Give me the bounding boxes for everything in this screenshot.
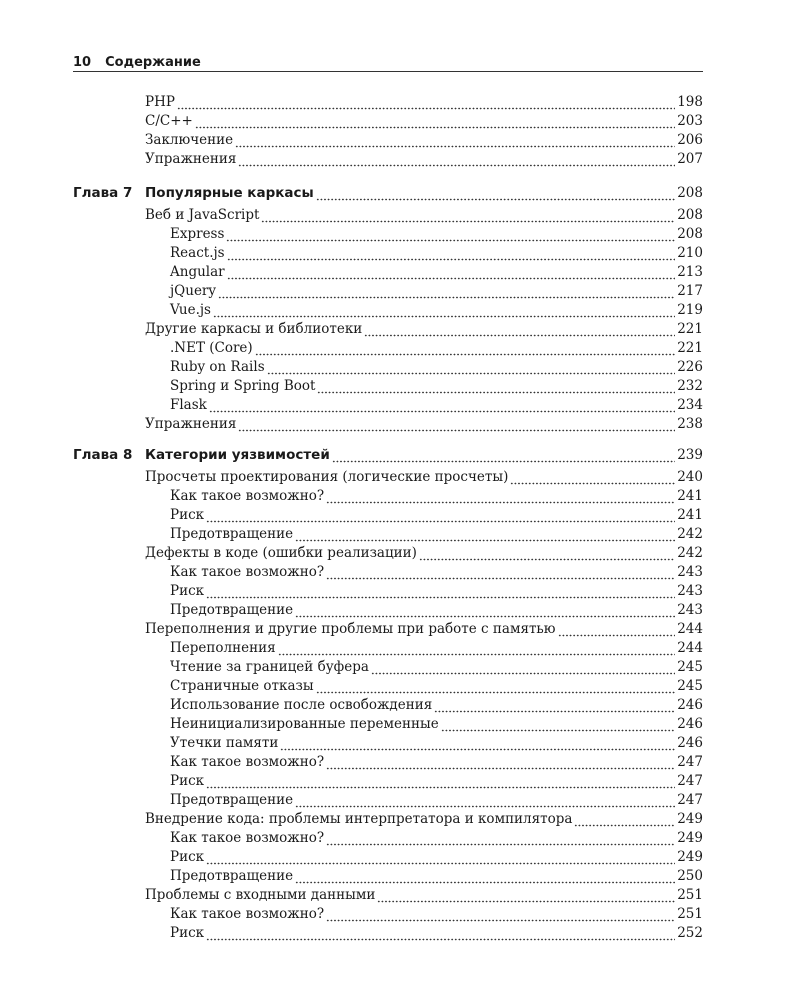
dot-leader	[206, 582, 675, 601]
dot-leader	[295, 867, 675, 886]
toc-entry: Spring и Spring Boot 232	[170, 378, 703, 394]
toc-entry: Риск 252	[170, 925, 703, 941]
dot-leader	[317, 377, 675, 396]
toc-entry: Проблемы с входными данными 251	[145, 887, 703, 903]
toc-entry: Flask 234	[170, 397, 703, 413]
toc-entry: Предотвращение 243	[170, 602, 703, 618]
toc-entry: Дефекты в коде (ошибки реализации) 242	[145, 545, 703, 561]
dot-leader	[441, 715, 676, 734]
toc-entry: Заключение 206	[145, 132, 703, 148]
toc-entry: Использование после освобождения 246	[170, 697, 703, 713]
dot-leader	[434, 696, 675, 715]
toc-entry: Как такое возможно? 243	[170, 564, 703, 580]
dot-leader	[206, 772, 675, 791]
dot-leader	[316, 184, 675, 203]
dot-leader	[238, 415, 675, 434]
toc-entry: Упражнения 238	[145, 416, 703, 432]
toc-entry: Упражнения 207	[145, 151, 703, 167]
toc-entry: Чтение за границей буфера 245	[170, 659, 703, 675]
toc-entry: Страничные отказы 245	[170, 678, 703, 694]
dot-leader	[332, 446, 675, 465]
toc-entry: Предотвращение 247	[170, 792, 703, 808]
toc-entry: Неинициализированные переменные 246	[170, 716, 703, 732]
dot-leader	[206, 848, 675, 867]
toc-entry: Утечки памяти 246	[170, 735, 703, 751]
dot-leader	[238, 150, 675, 169]
dot-leader	[510, 468, 675, 487]
dot-leader	[213, 301, 675, 320]
toc-entry: Angular 213	[170, 264, 703, 280]
dot-leader	[326, 753, 675, 772]
toc-entry: Предотвращение 250	[170, 868, 703, 884]
dot-leader	[206, 924, 675, 943]
toc-entry: Vue.js 219	[170, 302, 703, 318]
chapter-heading-8: Глава 8 Категории уязвимостей 239	[73, 447, 703, 463]
toc-entry: Просчеты проектирования (логические просчеты) 240	[145, 469, 703, 485]
dot-leader	[209, 396, 675, 415]
dot-leader	[280, 734, 675, 753]
toc-entry: C/C++ 203	[145, 113, 703, 129]
dot-leader	[227, 244, 676, 263]
dot-leader	[295, 601, 675, 620]
toc-entry: Внедрение кода: проблемы интерпретатора и компилятора 249	[145, 811, 703, 827]
toc-entry: Express 208	[170, 226, 703, 242]
dot-leader	[278, 639, 676, 658]
dot-leader	[295, 525, 675, 544]
dot-leader	[226, 225, 675, 244]
toc-entry: Как такое возможно? 251	[170, 906, 703, 922]
toc-entry: Ruby on Rails 226	[170, 359, 703, 375]
toc-entry: PHP 198	[145, 94, 703, 110]
dot-leader	[195, 112, 675, 131]
toc-entry: Переполнения 244	[170, 640, 703, 656]
toc-entry: Риск 249	[170, 849, 703, 865]
toc-entry: Как такое возможно? 249	[170, 830, 703, 846]
section-title: Содержание	[105, 55, 201, 70]
dot-leader	[419, 544, 675, 563]
toc-entry: Риск 243	[170, 583, 703, 599]
toc-entry: Другие каркасы и библиотеки 221	[145, 321, 703, 337]
dot-leader	[574, 810, 675, 829]
dot-leader	[295, 791, 675, 810]
dot-leader	[227, 263, 676, 282]
toc-entry: Предотвращение 242	[170, 526, 703, 542]
dot-leader	[177, 93, 675, 112]
toc-entry: Риск 247	[170, 773, 703, 789]
toc-entry: Как такое возможно? 247	[170, 754, 703, 770]
toc-entry: Как такое возможно? 241	[170, 488, 703, 504]
toc-entry: Риск 241	[170, 507, 703, 523]
dot-leader	[364, 320, 675, 339]
toc-entry: React.js 210	[170, 245, 703, 261]
dot-leader	[326, 829, 675, 848]
dot-leader	[235, 131, 675, 150]
dot-leader	[377, 886, 675, 905]
dot-leader	[316, 677, 676, 696]
toc-entry: Переполнения и другие проблемы при работе с памятью 244	[145, 621, 703, 637]
page-number: 10	[73, 55, 92, 70]
toc-entry: Веб и JavaScript 208	[145, 207, 703, 223]
dot-leader	[267, 358, 676, 377]
dot-leader	[558, 620, 676, 639]
chapter-heading-7: Глава 7 Популярные каркасы 208	[73, 185, 703, 201]
dot-leader	[255, 339, 676, 358]
dot-leader	[326, 487, 675, 506]
dot-leader	[326, 563, 675, 582]
dot-leader	[371, 658, 675, 677]
toc-entry: .NET (Core) 221	[170, 340, 703, 356]
toc-entry: jQuery 217	[170, 283, 703, 299]
dot-leader	[261, 206, 675, 225]
dot-leader	[206, 506, 675, 525]
dot-leader	[218, 282, 675, 301]
dot-leader	[326, 905, 675, 924]
